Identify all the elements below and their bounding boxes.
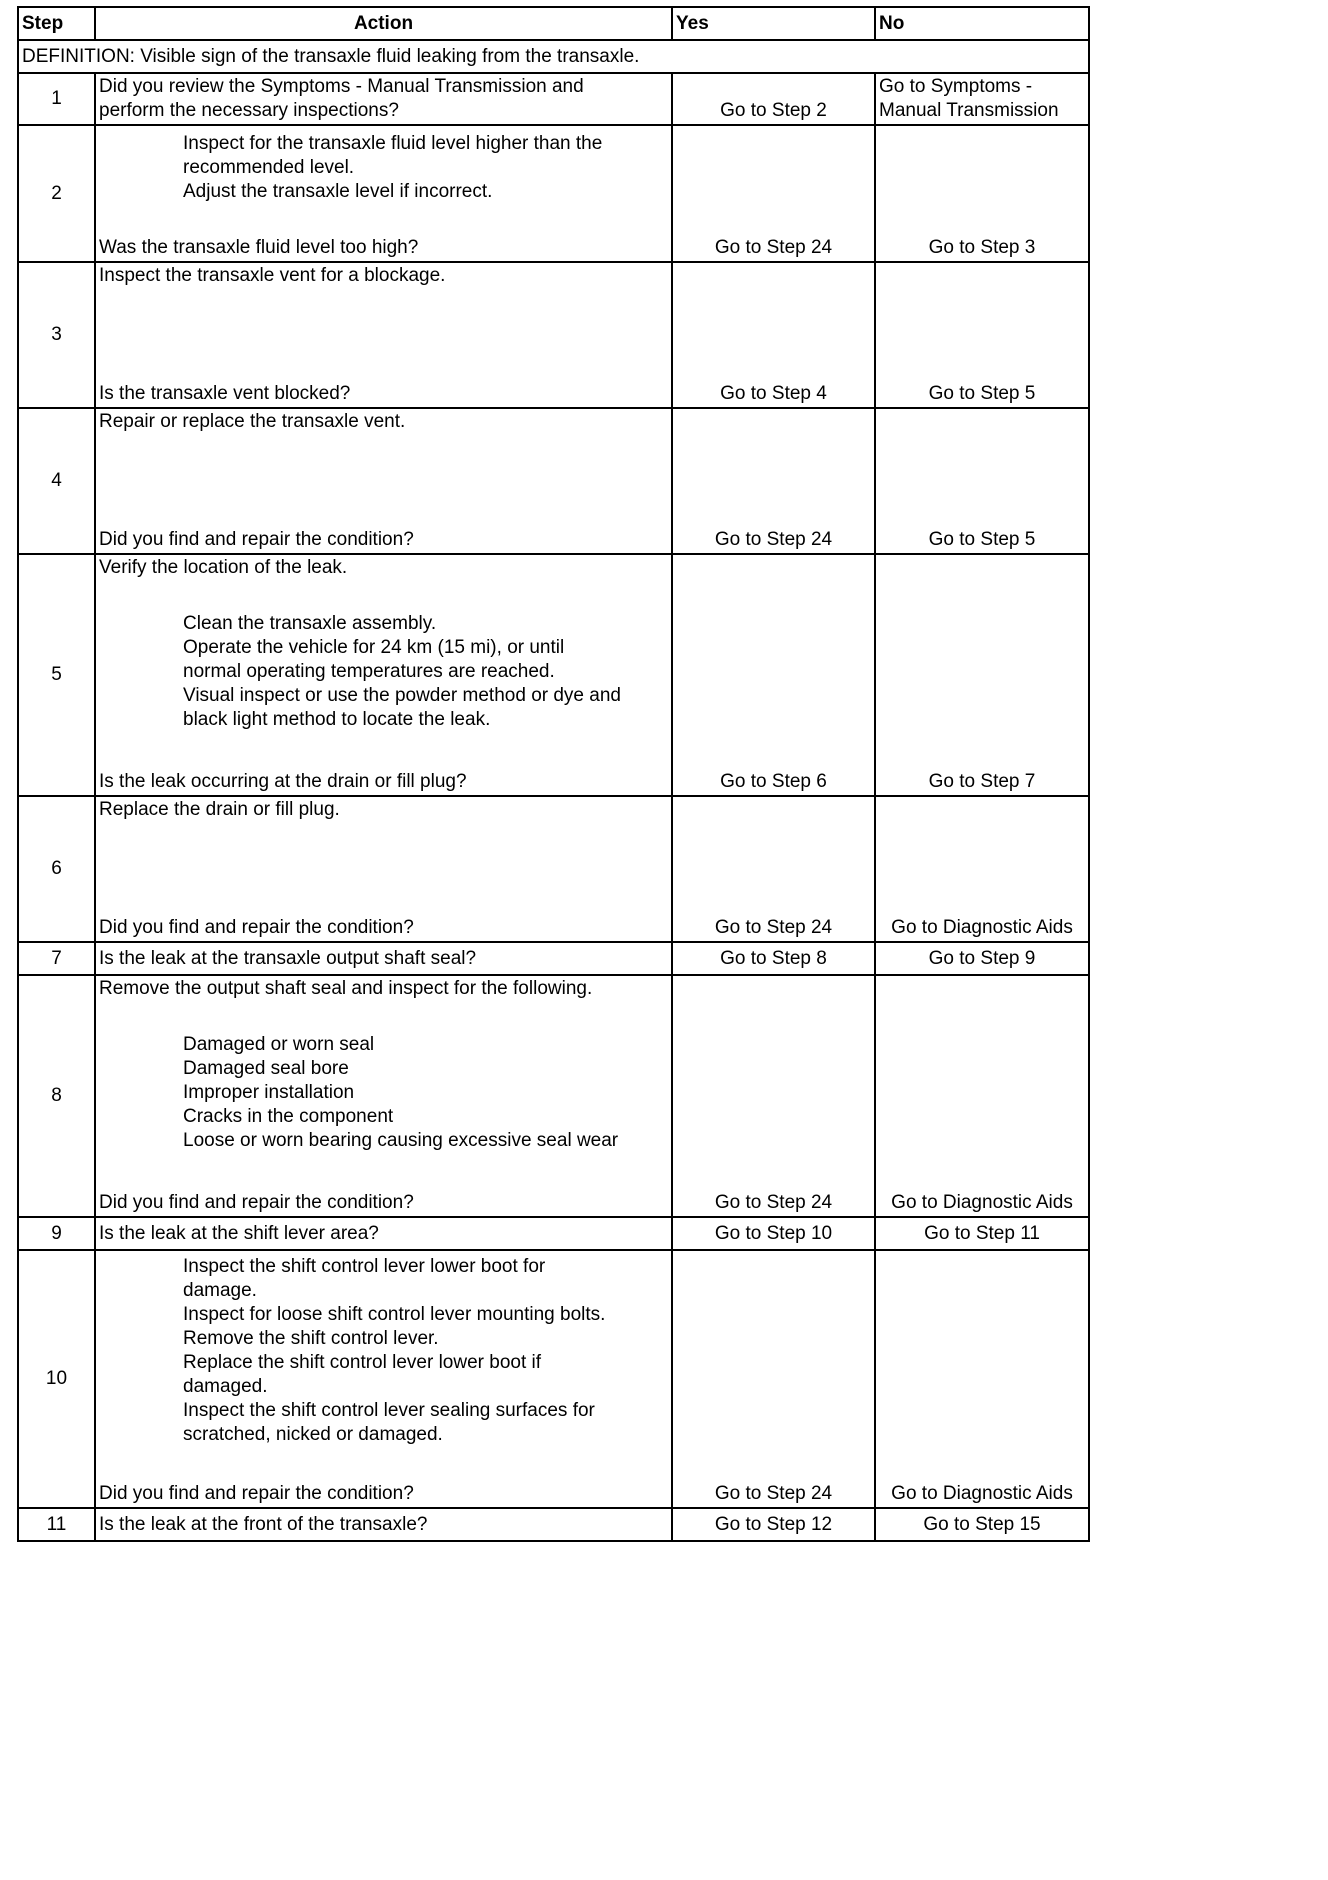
action-cell — [95, 975, 672, 1217]
action-question: Did you find and repair the condition? — [99, 529, 414, 550]
step-number: 4 — [18, 408, 95, 554]
action-bullet: Inspect for loose shift control lever mounting bolts. — [183, 1304, 606, 1325]
step-number: 9 — [18, 1217, 95, 1250]
step-number: 3 — [18, 262, 95, 408]
diagnostic-table — [17, 6, 1090, 1542]
header-yes: Yes — [672, 7, 875, 40]
table-row — [18, 262, 1089, 408]
action-cell — [95, 73, 672, 125]
yes-cell: Go to Step 24 — [672, 1250, 875, 1508]
no-cell: Go to Diagnostic Aids — [875, 1250, 1089, 1508]
no-cell: Go to Step 3 — [875, 125, 1089, 262]
step-number: 8 — [18, 975, 95, 1217]
no-cell: Go to Diagnostic Aids — [875, 796, 1089, 942]
header-row — [18, 7, 1089, 40]
action-bullet: Improper installation — [183, 1082, 355, 1103]
action-bullet: recommended level. — [183, 157, 355, 178]
yes-cell: Go to Step 2 — [672, 73, 875, 125]
no-text: Go to Symptoms - — [879, 76, 1033, 97]
no-cell: Go to Step 7 — [875, 554, 1089, 796]
action-question: Did you find and repair the condition? — [99, 1483, 414, 1504]
action-bullet: Remove the shift control lever. — [183, 1328, 439, 1349]
table-row — [18, 554, 1089, 796]
action-bullet: Inspect for the transaxle fluid level higher than the — [183, 133, 603, 154]
action-bullet: Damaged seal bore — [183, 1058, 349, 1079]
table-row — [18, 796, 1089, 942]
action-bullet: black light method to locate the leak. — [183, 709, 491, 730]
action-cell — [95, 796, 672, 942]
table-row — [18, 942, 1089, 975]
table-row — [18, 408, 1089, 554]
action-bullet: damaged. — [183, 1376, 268, 1397]
action-cell — [95, 408, 672, 554]
no-cell: Go to Step 11 — [875, 1217, 1089, 1250]
yes-cell: Go to Step 6 — [672, 554, 875, 796]
no-cell — [875, 73, 1089, 125]
yes-cell: Go to Step 24 — [672, 125, 875, 262]
action-bullet: Cracks in the component — [183, 1106, 394, 1127]
header-no: No — [875, 7, 1089, 40]
no-cell: Go to Step 5 — [875, 262, 1089, 408]
yes-cell: Go to Step 8 — [672, 942, 875, 975]
step-number: 11 — [18, 1508, 95, 1541]
no-cell: Go to Diagnostic Aids — [875, 975, 1089, 1217]
action-cell — [95, 554, 672, 796]
table-row — [18, 1508, 1089, 1541]
action-question: Was the transaxle fluid level too high? — [99, 237, 419, 258]
action-bullet: normal operating temperatures are reached. — [183, 661, 555, 682]
definition-text: DEFINITION: Visible sign of the transaxle fluid leaking from the transaxle. — [18, 40, 1089, 73]
action-text: Is the leak at the shift lever area? — [95, 1217, 672, 1250]
table-row — [18, 975, 1089, 1217]
yes-cell: Go to Step 24 — [672, 408, 875, 554]
action-bullet: Inspect the shift control lever sealing surfaces for — [183, 1400, 595, 1421]
action-intro: Remove the output shaft seal and inspect for the following. — [99, 978, 593, 999]
action-question: Is the transaxle vent blocked? — [99, 383, 351, 404]
action-bullet: Replace the shift control lever lower boot if — [183, 1352, 542, 1373]
action-cell — [95, 125, 672, 262]
action-bullet: Loose or worn bearing causing excessive seal wear — [183, 1130, 619, 1151]
no-cell: Go to Step 5 — [875, 408, 1089, 554]
yes-cell: Go to Step 4 — [672, 262, 875, 408]
no-cell: Go to Step 15 — [875, 1508, 1089, 1541]
yes-cell: Go to Step 24 — [672, 975, 875, 1217]
action-bullet: Damaged or worn seal — [183, 1034, 375, 1055]
action-intro: Inspect the transaxle vent for a blockage. — [99, 265, 446, 286]
table-row — [18, 73, 1089, 125]
action-intro: Verify the location of the leak. — [99, 557, 348, 578]
action-question: Did you find and repair the condition? — [99, 1192, 414, 1213]
action-bullet: Clean the transaxle assembly. — [183, 613, 437, 634]
table-row — [18, 1217, 1089, 1250]
step-number: 2 — [18, 125, 95, 262]
step-number: 7 — [18, 942, 95, 975]
action-text: perform the necessary inspections? — [99, 100, 399, 121]
action-question: Did you find and repair the condition? — [99, 917, 414, 938]
yes-cell: Go to Step 24 — [672, 796, 875, 942]
yes-cell: Go to Step 10 — [672, 1217, 875, 1250]
step-number: 6 — [18, 796, 95, 942]
action-cell — [95, 1250, 672, 1508]
table-row — [18, 125, 1089, 262]
header-action: Action — [95, 7, 672, 40]
action-text: Did you review the Symptoms - Manual Transmission and — [99, 76, 584, 97]
step-number: 5 — [18, 554, 95, 796]
yes-cell: Go to Step 12 — [672, 1508, 875, 1541]
header-step: Step — [18, 7, 95, 40]
step-number: 10 — [18, 1250, 95, 1508]
step-number: 1 — [18, 73, 95, 125]
table-row — [18, 1250, 1089, 1508]
action-bullet: Operate the vehicle for 24 km (15 mi), or until — [183, 637, 565, 658]
action-bullet: Visual inspect or use the powder method or dye and — [183, 685, 621, 706]
action-bullet: Inspect the shift control lever lower boot for — [183, 1256, 546, 1277]
action-cell — [95, 262, 672, 408]
no-text: Manual Transmission — [879, 100, 1059, 121]
action-bullet: damage. — [183, 1280, 257, 1301]
action-text: Is the leak at the front of the transaxle? — [95, 1508, 672, 1541]
action-text: Is the leak at the transaxle output shaft seal? — [95, 942, 672, 975]
action-bullet: scratched, nicked or damaged. — [183, 1424, 443, 1445]
action-question: Is the leak occurring at the drain or fill plug? — [99, 771, 467, 792]
action-intro: Repair or replace the transaxle vent. — [99, 411, 406, 432]
no-cell: Go to Step 9 — [875, 942, 1089, 975]
definition-row — [18, 40, 1089, 73]
action-bullet: Adjust the transaxle level if incorrect. — [183, 181, 493, 202]
action-intro: Replace the drain or fill plug. — [99, 799, 340, 820]
